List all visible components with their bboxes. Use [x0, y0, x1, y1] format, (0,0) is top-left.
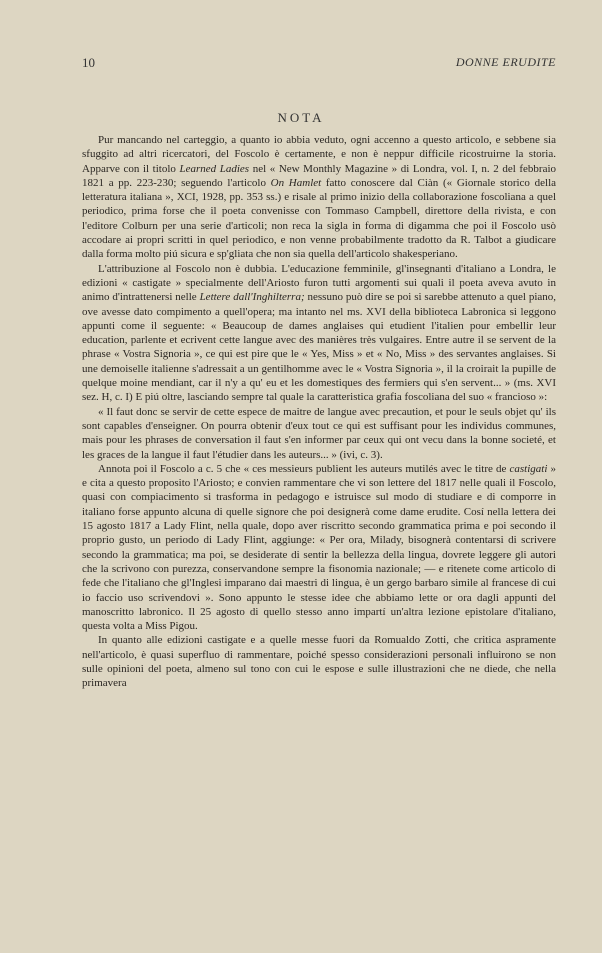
italic-title: Lettere dall'Inghilterra; [199, 291, 305, 304]
italic-title: Learned Ladies [179, 162, 250, 175]
paragraph: Annota poi il Foscolo a c. 5 che « ces messieurs publient les auteurs mutilés avec le titre de castigati » e cita a questo proposito l'Ariosto; e convien rammentare che vi son lettere del 1817 nelle quali il Foscolo, quasi con compiacimento si trasforma in pedagogo e istruisce sul modo di studiare e di comporre in italiano forse appunto alcuna di quelle signore che poi designerà come dame erudite. Cosí nella lettera dei 15 agosto 1817 a Lady Flint, nella quale, dopo aver riscritto secondo grammatica prima e poi secondo il proprio gusto, un periodo di Lady Flint, aggiunge: « Per ora, Milady, bisognerà contentarsi di scrivere secondo la grammatica; ma poi, se desiderate di sentir la bellezza della lingua, dovrete leggere gli autori che la scrivono con purezza, conservandone sempre la fisonomia nazionale; — e ritenete come articolo di fede che l'italiano che gl'Inglesi imparano dai maestri di lingua, è un gergo barbaro simile al francese di cui io faccio uso scrivendovi ». Sono appunto le stesse idee che abbiamo lette or ora dagli appunti del manoscritto labronico. Il 25 agosto di quello stesso anno impartí un'altra lezione epistolare d'italiano, questa volta a Miss Pigou. [82, 462, 557, 633]
page-header [82, 55, 556, 75]
italic-title: On Hamlet [270, 176, 322, 189]
quoted-paragraph: « Il faut donc se servir de cette espece de maitre de langue avec precaution, et pour le seuls objet qu' ils sont capables d'enseigner. On pourra obtenir d'eux tout ce qui est suffisant pour les individus communes, mais pour les phrases de conversation il faut s'en informer par ceux qui ont vecu dans la bonne societé, et les graces de la langue il faut l'étudier dans les auteurs... » (ivi, c. 3). [82, 405, 556, 461]
page-number: 10 [82, 55, 95, 70]
paragraph: Pur mancando nel carteggio, a quanto io abbia veduto, ogni accenno a questo articolo, e sebbene sia sfuggito ad altri ricercatori, del Foscolo è certamente, e non è neppur difficile ricostruirne la storia. Apparve con il titolo Learned Ladies nel « New Monthly Magazine » di Londra, vol. I, n. 2 del febbraio 1821 a pp. 223-230; seguendo l'articolo On Hamlet fatto conoscere dal Ciàn (« Giornale storico della letteratura italiana », XCI, 1928, pp. 353 ss.) e risale al primo inizio della collaborazione foscoliana a quel periodico, prima forse che il poeta convenisse con Tommaso Campbell, direttore della rivista, e con l'editore Colburn per una serie d'articoli; non reca la sigla in forma di digamma che poi il Foscolo usò accodare ai propri scritti in quel periodico, e non venne probabilmente tradotto da R. Talbot a giudicare dalla forma molto piú sicura e sp'gliata che non sia quella dell'articolo shakesperiano. [82, 134, 557, 261]
paragraph: L'attribuzione al Foscolo non è dubbia. L'educazione femminile, gl'insegnanti d'italiano a Londra, le edizioni « castigate » specialmente dell'Ariosto furon tutti argomenti sui quali il poeta aveva avuto in animo d'intrattenersi nelle Lettere dall'Inghilterra; nessuno può dire se poi si sarebbe attenuto a quel piano, ove avesse dato compimento a quell'opera; ma intanto nel ms. XVI della biblioteca Labronica si leggono appunti come il seguente: « Beaucoup de dames anglaises qui etudient l'italien pour embellir leur education, parlente et ecrivent cette langue avec des manières très vulgaires. Entre autre il se servent de la phrase « Vostra Signoria », ce qui est pire que le « Yes, Miss » et « No, Miss » des servantes anglaises. Si une demoiselle italienne s'adressait a un gentilhomme avec le « Vostra Signoria », il la croirait la pupille de quelque moine mendiant, car il n'y a qu' eu et les domestiques des fermiers qui s'en servent... » (ms. XVI sez. H, c. I) E piú oltre, lasciando sempre tal quale la caratteristica grafia foscoliana del suo « francioso »: [82, 262, 557, 404]
section-title: NOTA [277, 110, 325, 125]
paragraph: In quanto alle edizioni castigate e a quelle messe fuori da Romualdo Zotti, che critica aspramente nell'articolo, è quasi superfluo di rammentare, poiché spesso considerazioni personali influirono se non sulle opinioni del poeta, almeno sul tono con cui le espose e sulle illustrazioni che ne diede, che nella primavera [82, 634, 556, 690]
body-text [82, 133, 556, 691]
italic-term: castigati [509, 462, 548, 475]
running-title: DONNE ERUDITE [455, 55, 556, 69]
